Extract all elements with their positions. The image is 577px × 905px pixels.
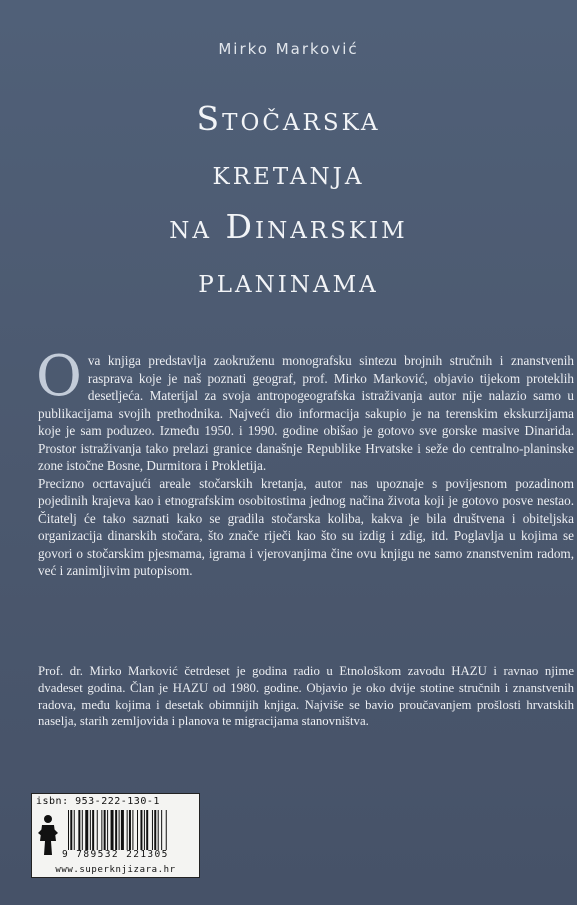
isbn-barcode-box	[31, 793, 200, 864]
blurb-paragraph-1	[36, 344, 574, 475]
publisher-website: www.superknjizara.hr	[31, 863, 200, 878]
blurb-paragraph-1-text: va knjiga predstavlja zaokruženu monografsku sintezu brojnih stručnih i znanstvenih rasprava koje je naš poznati geograf, prof. Mirko Marković, objavio tijekom proteklih desetljeća. Materijal za svoja antropogeografska istraživanja autor nije nalazio samo u publikacijama svojih prethodnika. Najveći dio informacija sakupio je na terenskim ekskurzijama koje je sam poduzeo. Između 1950. i 1990. godine obišao je gotovo sve gorske masive Dinarida. Prostor istraživanja tako prelazi granice današnje Republike Hrvatske i seže do centralno-planinske zone istočne Bosne, Durmitora i Prokletija.	[38, 353, 574, 473]
title-line-1: Stočarska	[196, 99, 381, 138]
title-line-3: na Dinarskim	[169, 207, 408, 246]
barcode	[66, 810, 194, 850]
barcode-digits: 9 789532 221305	[62, 849, 169, 860]
blurb-paragraph-2: Precizno ocrtavajući areale stočarskih kretanja, autor nas upoznaje s povijesnom pozadinom pojedinih krajeva kao i etnografskim osobitostima jednog načina života koji je gotovo posve nestao. Čitatelj će tako saznati kako se gradila stočarska koliba, kakva je bila društvena i obiteljska organizacija dinarskih stočara, što znače riječi kao što su izdig i zdig, itd. Poglavlja u kojima se govori o stočarskim pjesmama, igrama i vjerovanjima čine ovu knjigu ne samo znanstvenim radom, već i zanimljivim putopisom.	[38, 475, 574, 578]
author-name: Mirko Marković	[218, 40, 359, 58]
book-title	[0, 92, 577, 308]
drop-cap: O	[36, 344, 82, 409]
book-blurb	[36, 344, 574, 580]
isbn-label: isbn: 953-222-130-1	[36, 796, 160, 807]
publisher-logo-icon	[36, 811, 60, 857]
author-bio: Prof. dr. Mirko Marković četrdeset je godina radio u Etnološkom zavodu HAZU i ravnao njime dvadeset godina. Član je HAZU od 1980. godine. Objavio je oko dvije stotine stručnih i znanstvenih radova, među kojima i desetak obimnijih knjiga. Najviše se bavio proučavanjem prošlosti hrvatskih naselja, starih zemljovida i planova te migracijama stanovništva.	[38, 664, 574, 729]
title-line-2: kretanja	[212, 153, 365, 192]
title-line-4: planinama	[198, 261, 379, 300]
